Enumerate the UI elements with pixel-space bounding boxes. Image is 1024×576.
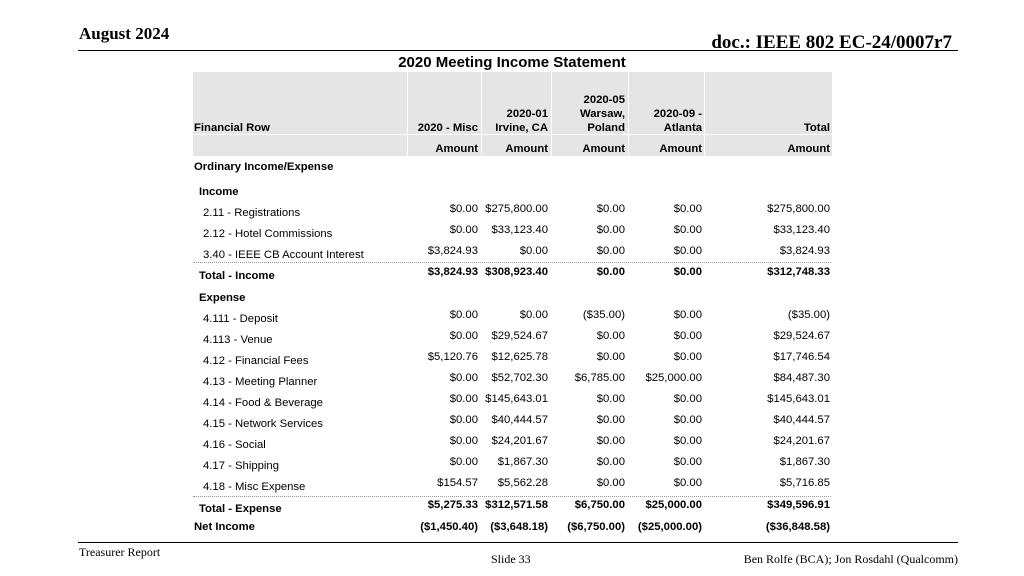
expense-row-value: $24,201.67 [491,435,548,447]
expense-row-value: $0.00 [596,393,625,405]
income-row-value: $33,123.40 [773,224,830,236]
expense-row-label: 4.17 - Shipping [203,460,279,472]
expense-row-value: $145,643.01 [485,393,548,405]
expense-row-value: $0.00 [596,456,625,468]
column-subheader: Amount [505,143,548,155]
income-row-value: $0.00 [673,224,702,236]
expense-row-value: $0.00 [673,393,702,405]
total-expense-value: $349,596.91 [767,499,830,511]
column-header: Total [803,122,830,134]
col-divider [704,72,705,156]
income-row-value: $0.00 [519,245,548,257]
income-row-value: $3,824.93 [779,245,830,257]
expense-row-value: $0.00 [519,309,548,321]
expense-row-value: $154.57 [437,477,478,489]
column-header: Irvine, CA [495,122,548,134]
net-income-label: Net Income [194,521,255,533]
expense-row-value: $1,867.30 [497,456,548,468]
income-row-value: $0.00 [673,203,702,215]
income-row-value: $33,123.40 [491,224,548,236]
expense-row-value: $0.00 [449,330,478,342]
expense-row-value: $0.00 [449,393,478,405]
expense-row-value: $29,524.67 [773,330,830,342]
total-divider [193,262,831,263]
income-row-value: $3,824.93 [427,245,478,257]
column-subheader: Amount [787,143,830,155]
column-header: 2020-05 [583,94,625,106]
expense-row-value: $0.00 [596,477,625,489]
net-income-value: ($1,450.40) [420,521,478,533]
expense-row-value: $0.00 [673,414,702,426]
expense-row-value: $0.00 [673,330,702,342]
expense-row-value: ($35.00) [787,309,830,321]
net-income-value: ($36,848.58) [765,521,830,533]
income-label: Income [199,186,239,198]
expense-row-value: $0.00 [673,477,702,489]
expense-row-value: $0.00 [449,309,478,321]
income-row-value: $0.00 [596,224,625,236]
expense-label: Expense [199,292,246,304]
net-income-value: ($3,648.18) [490,521,548,533]
header-doc-id: doc.: IEEE 802 EC-24/0007r7 [711,32,952,53]
expense-row-value: $0.00 [449,414,478,426]
column-subheader: Amount [582,143,625,155]
expense-row-value: $29,524.67 [491,330,548,342]
income-row-label: 2.11 - Registrations [203,207,301,219]
expense-row-value: $25,000.00 [645,372,702,384]
expense-row-value: $24,201.67 [773,435,830,447]
total-expense-value: $25,000.00 [645,499,702,511]
expense-row-label: 4.113 - Venue [203,334,273,346]
column-header: 2020 - Misc [417,122,478,134]
expense-row-label: 4.18 - Misc Expense [203,481,306,493]
expense-row-value: $0.00 [596,330,625,342]
page-title: 2020 Meeting Income Statement [398,54,626,71]
expense-row-label: 4.13 - Meeting Planner [203,376,318,388]
expense-row-label: 4.12 - Financial Fees [203,355,309,367]
expense-row-value: $0.00 [673,309,702,321]
income-row-value: $0.00 [596,203,625,215]
slide-number: Slide 33 [491,552,531,566]
total-income-label: Total - Income [199,270,275,282]
income-row-label: 3.40 - IEEE CB Account Interest [203,249,364,261]
total-income-value: $3,824.93 [427,266,478,278]
expense-row-value: $6,785.00 [574,372,625,384]
total-expense-value: $312,571.58 [485,499,548,511]
section-label: Ordinary Income/Expense [194,161,334,173]
expense-row-value: $5,716.85 [779,477,830,489]
expense-row-value: $5,120.76 [427,351,478,363]
total-income-value: $0.00 [596,266,625,278]
total-expense-value: $5,275.33 [427,499,478,511]
income-row-value: $0.00 [673,245,702,257]
total-expense-label: Total - Expense [199,503,282,515]
total-divider [193,496,831,497]
net-income-value: ($6,750.00) [567,521,625,533]
expense-row-value: $0.00 [596,414,625,426]
header-date: August 2024 [79,24,170,43]
expense-row-label: 4.16 - Social [203,439,266,451]
expense-row-value: $17,746.54 [773,351,830,363]
expense-row-value: $0.00 [449,372,478,384]
total-income-value: $312,748.33 [767,266,830,278]
income-row-value: $275,800.00 [485,203,548,215]
expense-row-value: $0.00 [673,351,702,363]
income-row-value: $275,800.00 [767,203,830,215]
expense-row-label: 4.111 - Deposit [203,313,278,325]
expense-row-label: 4.14 - Food & Beverage [203,397,323,409]
expense-row-label: 4.15 - Network Services [203,418,323,430]
expense-row-value: $1,867.30 [779,456,830,468]
footer-rule [78,542,958,543]
expense-row-value: $12,625.78 [491,351,548,363]
expense-row-value: $0.00 [673,456,702,468]
expense-row-value: $0.00 [596,351,625,363]
column-header: Atlanta [663,122,702,134]
expense-row-value: $0.00 [596,435,625,447]
expense-row-value: $40,444.57 [491,414,548,426]
total-income-value: $308,923.40 [485,266,548,278]
column-header: Poland [587,122,625,134]
expense-row-value: $0.00 [449,435,478,447]
total-income-value: $0.00 [673,266,702,278]
column-header: 2020-01 [506,108,548,120]
footer-authors: Ben Rolfe (BCA); Jon Rosdahl (Qualcomm) [743,552,958,566]
footer-left: Treasurer Report [79,545,161,559]
expense-row-value: $0.00 [449,456,478,468]
column-header: Warsaw, [580,108,625,120]
expense-row-value: $145,643.01 [767,393,830,405]
income-row-value: $0.00 [449,203,478,215]
column-subheader: Amount [435,143,478,155]
expense-row-value: ($35.00) [582,309,625,321]
column-subheader: Amount [659,143,702,155]
expense-row-value: $5,562.28 [497,477,548,489]
net-income-value: ($25,000.00) [637,521,702,533]
header-rule [78,50,958,51]
expense-row-value: $52,702.30 [491,372,548,384]
total-expense-value: $6,750.00 [574,499,625,511]
expense-row-value: $40,444.57 [773,414,830,426]
column-header: 2020-09 - [653,108,702,120]
income-row-label: 2.12 - Hotel Commissions [203,228,333,240]
expense-row-value: $0.00 [673,435,702,447]
expense-row-value: $84,487.30 [773,372,830,384]
income-row-value: $0.00 [449,224,478,236]
income-row-value: $0.00 [596,245,625,257]
row-header-label: Financial Row [194,122,270,134]
